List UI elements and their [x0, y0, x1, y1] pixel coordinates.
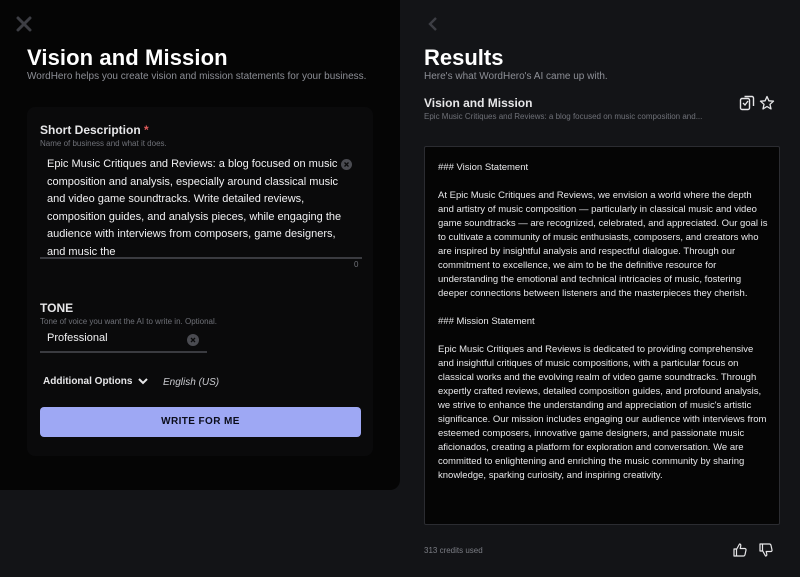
- result-paragraph: ### Mission Statement: [438, 316, 535, 327]
- short-description-label: Short Description *: [40, 123, 149, 137]
- star-icon[interactable]: [759, 95, 775, 111]
- short-description-hint: Name of business and what it does.: [40, 139, 167, 148]
- close-icon[interactable]: [16, 16, 32, 32]
- language-select[interactable]: English (US): [163, 377, 220, 388]
- result-paragraph: ### Vision Statement: [438, 162, 529, 173]
- result-paragraph: Epic Music Critiques and Reviews is dedicated to providing comprehensive and insightful critiques of music compositions, with a particular focus on classical works and the evolving realm of video game soundtracks. Through expertly crafted reviews, detailed composition guides, and profound analysis, we strive to enhance the understanding and appreciation of music's artistic significance. Our mission includes engaging our audience with interviews from esteemed composers, innovative game designers, and passionate music aficionados, creating a platform for exploration and conversation. We are committed to enlightening and enriching the music community by sharing knowledge, sparking curiosity, and inspiring creativity.: [438, 344, 767, 481]
- page-title: Vision and Mission: [27, 45, 228, 70]
- results-title: Results: [424, 45, 504, 70]
- clear-icon[interactable]: [341, 159, 352, 170]
- clear-icon[interactable]: [187, 334, 199, 346]
- thumbs-up-icon[interactable]: [733, 543, 747, 557]
- result-output[interactable]: [424, 146, 780, 525]
- additional-options-label: Additional Options: [43, 376, 133, 387]
- additional-options-toggle[interactable]: [43, 376, 148, 387]
- tone-hint: Tone of voice you want the AI to write in. Optional.: [40, 317, 217, 326]
- result-description: Epic Music Critiques and Reviews: a blog focused on music composition and...: [424, 112, 703, 121]
- required-mark: *: [144, 123, 149, 137]
- back-icon[interactable]: [428, 17, 438, 31]
- result-paragraph: At Epic Music Critiques and Reviews, we envision a world where the depth and artistry of music composition — particularly in classical music and video game soundtracks — are recognized, celebrated, and appreciated. Our goal is to cultivate a community of music enthusiasts, composers, and creators who are inspired by insightful analysis and respectful dialogue. Through our commitment to excellence, we aim to be the definitive resource for understanding the emotional and technical intricacies of music, fostering deeper connections between listeners and the masterpieces they cherish.: [438, 190, 768, 299]
- chevron-down-icon: [138, 378, 148, 385]
- credits-used: 313 credits used: [424, 546, 483, 555]
- tone-label: TONE: [40, 301, 74, 315]
- tone-input[interactable]: Professional: [40, 329, 207, 353]
- input-underline: [40, 257, 362, 259]
- thumbs-down-icon[interactable]: [759, 543, 773, 557]
- results-subtitle: Here's what WordHero's AI came up with.: [424, 71, 608, 82]
- char-count: 0: [354, 260, 359, 269]
- result-text: [438, 161, 768, 497]
- page-subtitle: WordHero helps you create vision and mission statements for your business.: [27, 71, 367, 82]
- short-description-input[interactable]: Epic Music Critiques and Reviews: a blog focused on music composition and analysis, especially around classical music and video game soundtracks. Write detailed reviews, composition guides, and analysis pieces, while engaging the audience with interviews from composers, game designers, and music the: [47, 158, 342, 257]
- copy-icon[interactable]: [739, 95, 755, 111]
- write-for-me-button[interactable]: WRITE FOR ME: [40, 407, 361, 437]
- result-title: Vision and Mission: [424, 96, 533, 110]
